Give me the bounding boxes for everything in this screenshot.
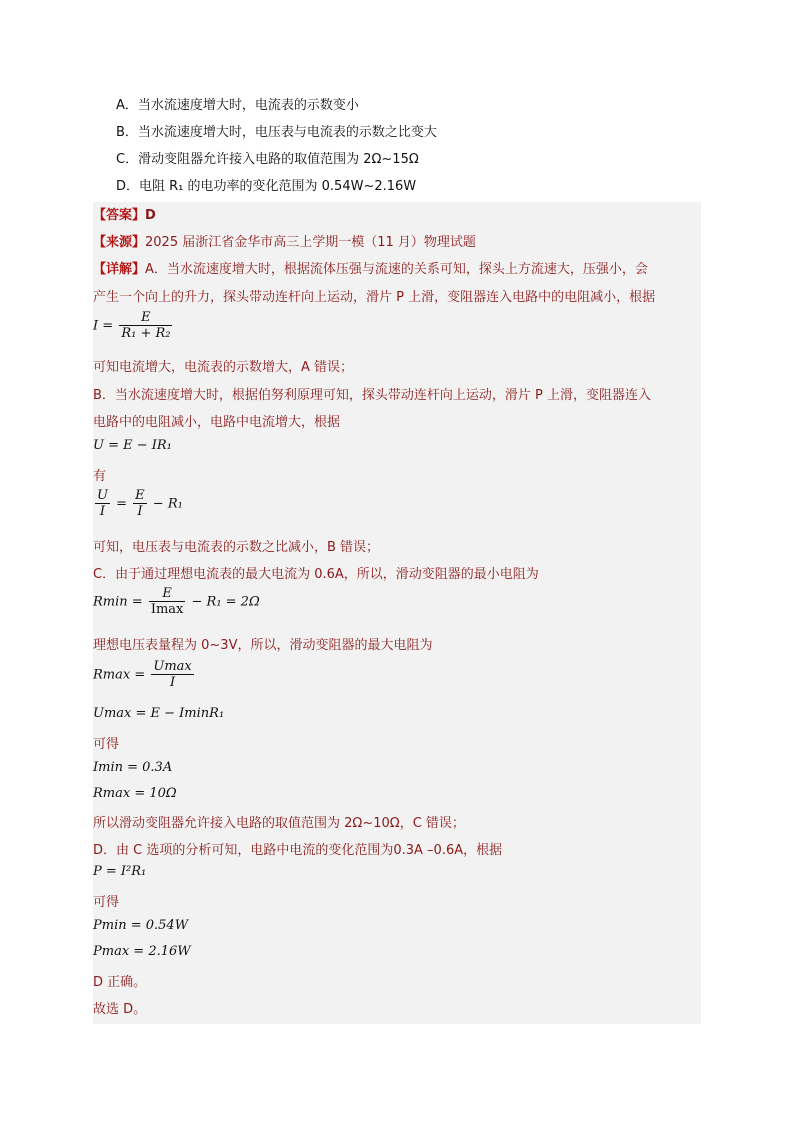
fraction-e-over-r: $\frac{E}{\text{R₁ + R₂}}$ [121,310,171,341]
detail-line-c4: 所以滑动变阻器允许接入电路的取值范围为 2Ω~10Ω，C 错误； [93,816,465,831]
formula-voltage: U = E − IR₁ [93,438,172,453]
fraction-umax-over-i: Umax I [153,659,192,690]
formula-umax: Umax = E − IminR₁ [93,706,225,721]
detail-line-b2: 电路中的电阻减小，电路中电流增大，根据 [93,415,341,430]
detail-line-c3: 可得 [93,737,120,752]
answer-options [116,92,437,200]
formula-current: I = $\frac{E}{\text{R₁ + R₂}}$ [93,310,171,341]
detail-line-b4: 可知，电压表与电流表的示数之比减小，B 错误； [93,540,380,555]
option-c: C．滑动变阻器允许接入电路的取值范围为 2Ω~15Ω [116,152,419,167]
source-value: 2025 届浙江省金华市高三上学期一模（11 月）物理试题 [145,235,476,250]
detail-line-d2: 可得 [93,895,120,910]
formula-ratio: $\frac{U}{I}$ = $\frac{E}{I}$ − R₁ [97,488,183,519]
answer-tag: 【答案】 [93,208,146,223]
detail-line-d4: 故选 D。 [93,1002,147,1017]
option-b: B．当水流速度增大时，电压表与电流表的示数之比变大 [116,125,437,140]
formula-rmax: Rmax = 10Ω [93,786,177,801]
detail-tag: 【详解】 [93,262,146,277]
fraction-e-over-imax: E Imax [150,586,184,617]
source-line [93,231,476,250]
formula-rmin: Rmin = E Imax − R₁ = 2Ω [93,586,260,617]
detail-line-b3: 有 [93,469,107,484]
detail-line-d3: D 正确。 [93,975,147,990]
source-tag: 【来源】 [93,235,146,250]
answer-line [93,204,156,223]
formula-imin: Imin = 0.3A [93,760,173,775]
detail-line-d1: D．由 C 选项的分析可知，电路中电流的变化范围为0.3A –0.6A，根据 [93,843,503,858]
option-d: D．电阻 R₁ 的电功率的变化范围为 0.54W~2.16W [116,179,417,194]
detail-line-c2: 理想电压表量程为 0~3V，所以，滑动变阻器的最大电阻为 [93,638,433,653]
detail-line-a1 [93,258,648,277]
detail-line-a3: 可知电流增大，电流表的示数增大，A 错误； [93,360,354,375]
detail-line-c1: C．由于通过理想电流表的最大电流为 0.6A，所以，滑动变阻器的最小电阻为 [93,567,539,582]
detail-line-b1: B．当水流速度增大时，根据伯努利原理可知，探头带动连杆向上运动，滑片 P 上滑，变阻器连入 [93,388,652,403]
formula-power: P = I²R₁ [93,864,147,879]
detail-line-a2: 产生一个向上的升力，探头带动连杆向上运动，滑片 P 上滑，变阻器连入电路中的电阻减小，根据 [93,290,656,305]
formula-pmin: Pmin = 0.54W [93,918,189,933]
fraction-e-over-i: $\frac{E}{I}$ [135,488,145,519]
detail-text: A．当水流速度增大时，根据流体压强与流速的关系可知，探头上方流速大，压强小，会 [145,262,648,277]
formula-rmax-ratio: Rmax = Umax I [93,659,192,690]
fraction-u-over-i: $\frac{U}{I}$ [97,488,108,519]
option-a: A．当水流速度增大时，电流表的示数变小 [116,98,359,113]
formula-pmax: Pmax = 2.16W [93,944,191,959]
answer-value: D [145,208,156,223]
